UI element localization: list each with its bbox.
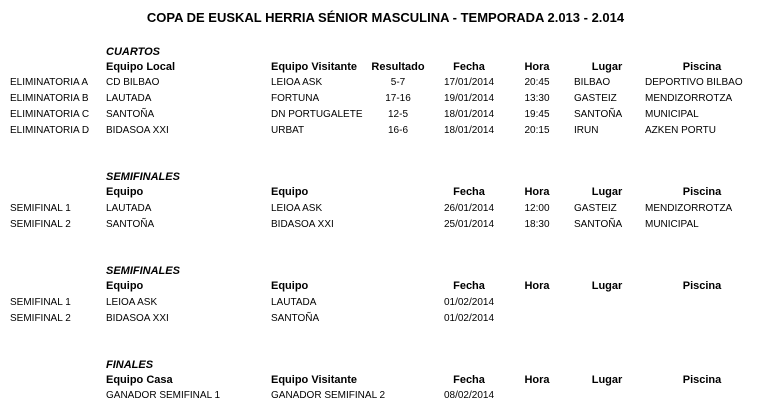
venue-city: SANTOÑA — [574, 219, 623, 230]
header-fecha: Fecha — [453, 186, 485, 198]
team-visitante: URBAT — [271, 125, 305, 136]
time: 19:45 — [524, 109, 550, 120]
team-visitante: LEIOA ASK — [271, 77, 323, 88]
team-local: BIDASOA XXI — [106, 125, 169, 136]
date: 01/02/2014 — [443, 313, 495, 324]
row-label: SEMIFINAL 2 — [10, 313, 71, 324]
header-fecha: Fecha — [453, 374, 485, 386]
pool: DEPORTIVO BILBAO — [645, 77, 743, 88]
header-local: Equipo — [106, 280, 144, 292]
header-local: Equipo Casa — [106, 374, 173, 386]
date: 25/01/2014 — [443, 219, 495, 230]
team-visitante: GANADOR SEMIFINAL 2 — [271, 390, 386, 401]
header-hora: Hora — [524, 280, 550, 292]
row-label: ELIMINATORIA A — [10, 77, 88, 88]
section-title-semifinales: SEMIFINALES — [106, 171, 180, 183]
team-local: BIDASOA XXI — [106, 313, 169, 324]
date: 01/02/2014 — [443, 297, 495, 308]
team-local: LAUTADA — [106, 203, 152, 214]
header-local: Equipo Local — [106, 61, 176, 73]
team-local: SANTOÑA — [106, 219, 155, 230]
header-lugar: Lugar — [591, 280, 623, 292]
header-visitante: Equipo Visitante — [271, 374, 357, 386]
score: 5-7 — [390, 77, 406, 88]
row-label: ELIMINATORIA B — [10, 93, 89, 104]
team-local: CD BILBAO — [106, 77, 160, 88]
section-title-finales: FINALES — [106, 359, 154, 371]
date: 18/01/2014 — [443, 109, 495, 120]
pool: AZKEN PORTU — [645, 125, 716, 136]
pool: MENDIZORROTZA — [645, 203, 733, 214]
pool: MUNICIPAL — [645, 219, 699, 230]
venue-city: GASTEIZ — [574, 93, 617, 104]
header-lugar: Lugar — [591, 374, 623, 386]
row-label: SEMIFINAL 1 — [10, 203, 71, 214]
header-hora: Hora — [524, 186, 550, 198]
time: 20:45 — [524, 77, 550, 88]
time: 12:00 — [524, 203, 550, 214]
team-visitante: SANTOÑA — [271, 313, 320, 324]
row-label: ELIMINATORIA C — [10, 109, 90, 120]
row-label: SEMIFINAL 1 — [10, 297, 71, 308]
time: 13:30 — [524, 93, 550, 104]
header-piscina: Piscina — [682, 186, 722, 198]
header-lugar: Lugar — [591, 186, 623, 198]
score: 16-6 — [387, 125, 409, 136]
team-local: LAUTADA — [106, 93, 152, 104]
venue-city: BILBAO — [574, 77, 611, 88]
section-title-cuartos: CUARTOS — [106, 46, 160, 58]
header-resultado: Resultado — [371, 61, 425, 73]
header-piscina: Piscina — [682, 280, 722, 292]
team-local: LEIOA ASK — [106, 297, 158, 308]
header-hora: Hora — [524, 374, 550, 386]
header-piscina: Piscina — [682, 374, 722, 386]
team-visitante: LAUTADA — [271, 297, 317, 308]
section-title-semifinales: SEMIFINALES — [106, 265, 180, 277]
time: 20:15 — [524, 125, 550, 136]
venue-city: GASTEIZ — [574, 203, 617, 214]
header-lugar: Lugar — [591, 61, 623, 73]
team-visitante: LEIOA ASK — [271, 203, 323, 214]
page-title: COPA DE EUSKAL HERRIA SÉNIOR MASCULINA - TEMPORADA 2.013 - 2.014 — [146, 10, 625, 25]
date: 08/02/2014 — [443, 390, 495, 401]
header-hora: Hora — [524, 61, 550, 73]
date: 26/01/2014 — [443, 203, 495, 214]
venue-city: SANTOÑA — [574, 109, 623, 120]
venue-city: IRUN — [574, 125, 599, 136]
date: 17/01/2014 — [443, 77, 495, 88]
header-visitante: Equipo — [271, 280, 309, 292]
team-visitante: DN PORTUGALETE — [271, 109, 363, 120]
team-local: SANTOÑA — [106, 109, 155, 120]
header-local: Equipo — [106, 186, 144, 198]
header-fecha: Fecha — [453, 61, 485, 73]
header-visitante: Equipo — [271, 186, 309, 198]
pool: MUNICIPAL — [645, 109, 699, 120]
team-local: GANADOR SEMIFINAL 1 — [106, 390, 221, 401]
header-piscina: Piscina — [682, 61, 722, 73]
date: 18/01/2014 — [443, 125, 495, 136]
score: 17-16 — [385, 93, 411, 104]
row-label: ELIMINATORIA D — [10, 125, 90, 136]
row-label: SEMIFINAL 2 — [10, 219, 71, 230]
pool: MENDIZORROTZA — [645, 93, 733, 104]
team-visitante: BIDASOA XXI — [271, 219, 334, 230]
header-fecha: Fecha — [453, 280, 485, 292]
time: 18:30 — [524, 219, 550, 230]
team-visitante: FORTUNA — [271, 93, 320, 104]
header-visitante: Equipo Visitante — [271, 61, 357, 73]
score: 12-5 — [387, 109, 409, 120]
date: 19/01/2014 — [443, 93, 495, 104]
